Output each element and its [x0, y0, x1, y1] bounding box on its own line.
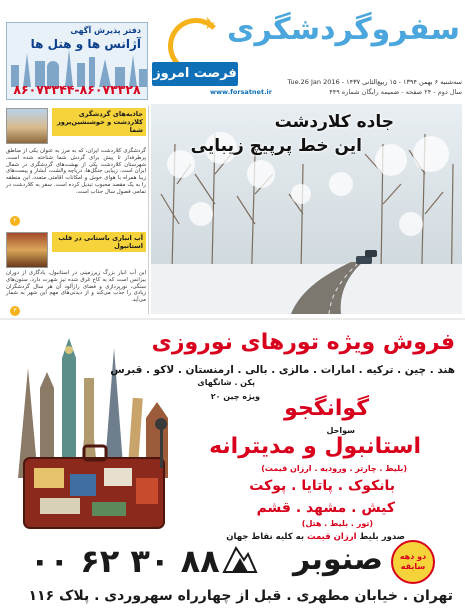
brand-block	[150, 6, 462, 81]
agency-ad-box[interactable]	[6, 22, 148, 100]
story-body: گردشگری کلاردشت ایران، که به مرز به عنوان یکی از مناطق پرطرفدار تا پیش برای گردش شما شناخته شده است، شهرستان کلاردشت یکی از بهشت‌های گردشگری در شمال ایران است. زیبایی جنگل‌ها، دریاچه والشت، آبشار و پیست‌های زیبا همراه با هوای خوش و امکانات اقامتی متعدد، این منطقه را به یک مقصد محبوب تبدیل کرده است. سفر به کلاردشت در تمامی فصول سال جذاب است.	[6, 148, 146, 195]
agency-ad-phones[interactable]: ۸۶۰۷۳۳۴۴-۸۶۰۷۳۳۲۸	[13, 82, 141, 97]
ad-iran-destinations: کیش . مشهد . قشم	[256, 500, 395, 516]
agency-address: تهران . خیابان مطهری . قبل از چهارراه سهروردی . پلاک ۱۱۶	[28, 588, 453, 604]
agency-ad-title: آژانس ها و هتل ها	[30, 37, 141, 51]
page-marker: ۳	[10, 306, 20, 316]
ticket-accent: ارزان قیمت	[306, 532, 357, 542]
newspaper-logo[interactable]: فرصت امروز	[152, 62, 238, 86]
ad-china-cities: پکن . شانگهای	[197, 378, 255, 387]
page-marker: ۲	[10, 216, 20, 226]
ad-note: (بلیط . چارتر . ورودیه . ارزان قیمت)	[261, 464, 407, 473]
ad-istanbul-title: استانبول و مدیترانه	[209, 434, 421, 459]
airplane-icon: ✈	[202, 14, 216, 33]
hero-photo[interactable]	[151, 104, 462, 314]
mountain-logo-icon	[222, 542, 258, 576]
ad-country-list: هند . چین . ترکیه . امارات . مالزی . بالی . ارمنستان . لاکو . قبرس	[110, 364, 455, 376]
ad-coast-label: سواحل	[326, 426, 355, 435]
ad-asia-destinations: بانکوک . پاتایا . پوکت	[249, 478, 395, 494]
agency-brand-name: صنوبر	[293, 542, 383, 577]
website-link[interactable]: www.forsatnet.ir	[210, 88, 272, 96]
masthead	[0, 0, 465, 102]
ad-headline: فروش ویژه تورهای نوروزی	[151, 330, 455, 355]
news-story[interactable]	[6, 230, 146, 316]
tour-advertisement[interactable]	[0, 318, 465, 613]
story-headline[interactable]: جاذبه‌های گردشگری کلاردشت و خوشنشین‌پرور شما	[52, 108, 146, 136]
issue-info: سال دوم - ۲۴ صفحه - ضمیمه رایگان شماره ۴۴۹	[329, 88, 462, 96]
ticket-prefix: صدور بلیط	[356, 532, 405, 542]
story-thumbnail[interactable]	[6, 108, 48, 144]
ad-phone-number[interactable]: ۸۸ ۳۰ ۶۲ ۰۰	[30, 542, 220, 580]
ad-note: (تور . بلیط . هتل)	[301, 519, 373, 528]
city-skyline-illustration	[7, 47, 148, 87]
hero-headline-line2[interactable]: این خط پرپیچ زیبایی	[190, 136, 362, 156]
dateline: سه‌شنبه ۶ بهمن ۱۳۹۴ - ۱۵ ربیع‌الثانی ۱۴۳۷ - Tue.26 Jan 2016	[287, 78, 462, 86]
column-divider	[148, 106, 149, 314]
issue-meta	[150, 88, 462, 98]
ad-guangzhou-title: گوانگجو	[284, 396, 369, 421]
landmarks-suitcase-illustration	[10, 328, 175, 538]
story-headline[interactable]: آب انباری باستانی در قلب استانبول	[52, 232, 146, 252]
ad-ticket-line	[226, 532, 405, 542]
story-body: این آب انبار بزرگ زیرزمینی در استانبول، یادگاری از دوران بیزانس است که به کاخ غرق شده نیز شهرت دارد. ستون‌های سنگی، نورپردازی و فضای رازآلود آن هر سال گردشگران زیادی را جذب می‌کند و از دیدنی‌های مهم این شهر به شمار می‌آید.	[6, 270, 146, 304]
news-story[interactable]	[6, 106, 146, 226]
experience-badge: دو دهه سابقه	[391, 540, 435, 584]
news-column	[6, 106, 146, 314]
story-thumbnail[interactable]	[6, 232, 48, 268]
agency-ad-subtitle: دفتر پذیرش آگهی	[70, 26, 141, 35]
section-title: سفروگردشگری	[226, 12, 460, 47]
ticket-suffix: به کلیه نقاط جهان	[226, 532, 307, 542]
ad-china-special: ویژه چین ۲۰	[210, 392, 260, 401]
hero-headline-line1[interactable]: جاده کلاردشت	[274, 112, 394, 132]
